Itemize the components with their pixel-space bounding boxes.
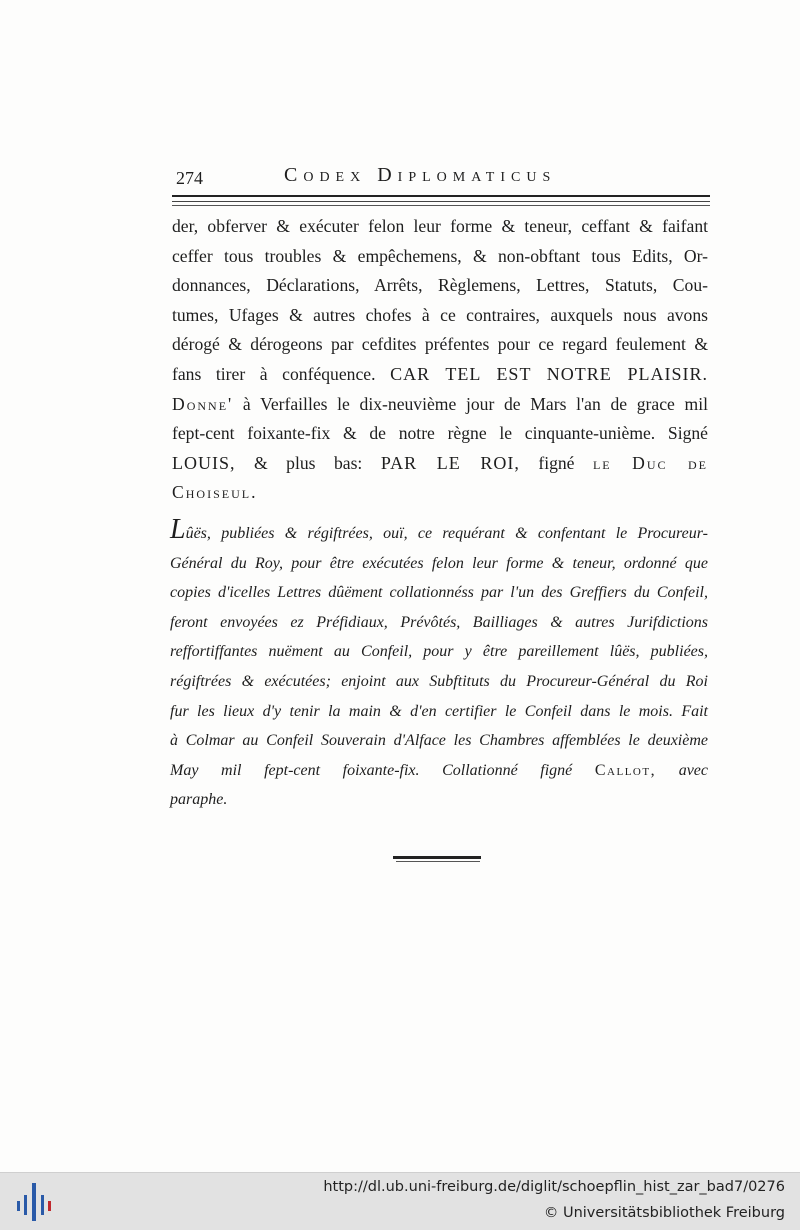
- text-fragment: figné: [519, 452, 593, 473]
- decree-text: [172, 212, 708, 508]
- drop-cap: L: [170, 514, 186, 545]
- text-line: à Colmar au Confeil Souverain d'Alface les Chambres affemblées le deuxième: [170, 732, 708, 750]
- header-rule-thin: [172, 201, 710, 202]
- text-fragment: fans tirer à conféquence.: [172, 363, 376, 384]
- running-title: Codex Diplomaticus: [284, 164, 557, 186]
- text-line: [170, 756, 708, 786]
- text-line: tumes, Ufages & autres chofes à ce contraires, auxquels nous avons: [172, 304, 708, 325]
- signature-louis: LOUIS,: [172, 452, 236, 473]
- par-le-roi: PAR LE ROI,: [380, 452, 520, 473]
- running-head: [174, 164, 710, 192]
- text-line: der, obferver & exécuter felon leur forme & teneur, ceffant & faifant: [172, 216, 708, 236]
- signature-choiseul: Choiseul.: [172, 482, 258, 503]
- text-fragment: à Verfailles le dix-neuvième jour de Mars l'an de grace mil: [233, 393, 708, 414]
- text-line: copies d'icelles Lettres dûëment collationnéss par l'un des Greffiers du Confeil,: [170, 584, 708, 602]
- end-ornament-rule-thin: [396, 861, 480, 862]
- text-line: reffortiffantes nuëment au Confeil, pour y être pareillement lûës, publiées,: [170, 643, 708, 661]
- plaisir-formula: CAR TEL EST NOTRE PLAISIR.: [390, 363, 708, 384]
- header-rule-thin-2: [172, 205, 710, 206]
- text-line: régiftrées & exécutées; enjoint aux Subftituts du Procureur-Général du Roi: [170, 672, 708, 690]
- signature-duc: le Duc de: [592, 452, 708, 473]
- donne-word: Donne': [172, 393, 234, 414]
- text-line: [172, 390, 708, 420]
- text-fragment: & plus bas:: [235, 452, 381, 473]
- signature-callot: Callot,: [594, 761, 657, 779]
- registration-note: [170, 515, 708, 815]
- copyright-notice: © Universitätsbibliothek Freiburg: [543, 1205, 785, 1221]
- text-fragment: avec: [656, 761, 709, 779]
- text-line: ceffer tous troubles & empêchemens, & non-obftant tous Edits, Or-: [172, 245, 708, 266]
- text-line: Général du Roy, pour être exécutées felon leur forme & teneur, ordonné que: [170, 554, 708, 572]
- text-line: fur les lieux d'y tenir la main & d'en certifier le Confeil dans le mois. Fait: [170, 702, 708, 720]
- end-ornament-rule: [393, 856, 481, 859]
- document-link[interactable]: http://dl.ub.uni-freiburg.de/diglit/schoepflin_hist_zar_bad7/0276: [323, 1179, 785, 1195]
- text-line: feront envoyées ez Préfidiaux, Prévôtés, Bailliages & autres Jurifdictions: [170, 613, 708, 631]
- text-line: fept-cent foixante-fix & de notre règne le cinquante-unième. Signé: [172, 423, 708, 444]
- text-line: [172, 478, 708, 508]
- text-fragment: ûës, publiées & régiftrées, ouï, ce requérant & confentant le Procureur-: [185, 525, 708, 542]
- text-line: paraphe.: [170, 791, 228, 809]
- text-line: [172, 449, 708, 479]
- text-line: dérogé & dérogeons par cefdites préfentes pour ce regard feulement &: [172, 334, 708, 355]
- viewer-footer: [0, 1172, 800, 1230]
- text-line: [172, 360, 708, 390]
- header-rule: [172, 195, 710, 197]
- text-line: [170, 515, 708, 549]
- text-fragment: May mil fept-cent foixante-fix. Collationné figné: [170, 761, 595, 779]
- text-line: donnances, Déclarations, Arrêts, Règlemens, Lettres, Statuts, Cou-: [172, 275, 708, 296]
- page-number: 274: [176, 168, 203, 188]
- library-logo-icon: [14, 1181, 54, 1223]
